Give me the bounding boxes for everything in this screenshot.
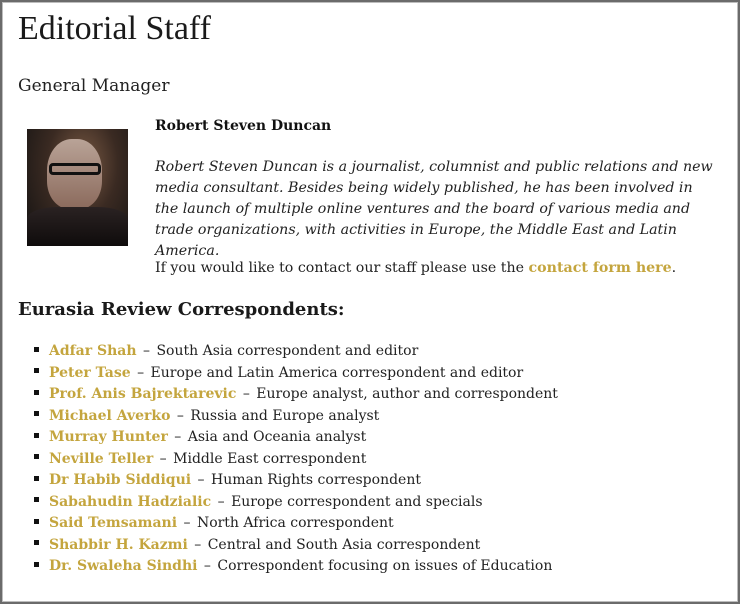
bullet-icon — [34, 540, 39, 545]
correspondent-link[interactable]: Said Temsamani — [49, 515, 178, 531]
correspondent-link[interactable]: Neville Teller — [49, 450, 154, 467]
correspondent-link[interactable]: Murray Hunter — [49, 429, 168, 445]
list-item — [34, 556, 558, 578]
bullet-icon — [34, 497, 39, 502]
correspondent-role: Human Rights correspondent — [210, 472, 421, 488]
correspondent-role: Europe analyst, author and correspondent — [256, 386, 558, 402]
bullet-icon — [34, 454, 39, 459]
separator: – — [174, 429, 182, 445]
correspondent-role: Russia and Europe analyst — [190, 407, 380, 424]
list-item — [34, 449, 558, 471]
separator: – — [137, 364, 145, 381]
separator: – — [194, 536, 202, 553]
list-item — [34, 427, 558, 449]
separator: – — [242, 386, 250, 402]
correspondent-role: North Africa correspondent — [196, 515, 394, 531]
contact-text — [155, 260, 676, 276]
correspondent-role: Middle East correspondent — [173, 450, 367, 467]
separator: – — [203, 558, 211, 574]
bullet-icon — [34, 368, 39, 373]
contact-form-link[interactable]: contact form here — [528, 260, 672, 276]
correspondent-role: Asia and Oceania analyst — [187, 429, 367, 445]
correspondent-link[interactable]: Adfar Shah — [49, 343, 137, 359]
correspondent-link[interactable]: Dr. Swaleha Sindhi — [49, 558, 198, 574]
manager-photo — [27, 129, 128, 246]
bullet-icon — [34, 476, 39, 481]
list-item — [34, 470, 558, 492]
manager-name: Robert Steven Duncan — [155, 118, 332, 134]
list-item — [34, 492, 558, 514]
separator: – — [159, 450, 167, 467]
list-item — [34, 513, 558, 535]
bullet-icon — [34, 347, 39, 352]
correspondent-link[interactable]: Michael Averko — [49, 407, 171, 424]
separator: – — [176, 407, 184, 424]
role-heading: General Manager — [18, 76, 170, 96]
correspondent-role: Europe and Latin America correspondent and editor — [150, 364, 524, 381]
separator: – — [143, 343, 150, 359]
photo-suit — [27, 207, 128, 246]
correspondents-list — [34, 341, 558, 578]
correspondent-link[interactable]: Prof. Anis Bajrektarevic — [49, 386, 237, 402]
separator: – — [183, 515, 191, 531]
bullet-icon — [34, 411, 39, 416]
list-item — [34, 363, 558, 385]
list-item — [34, 535, 558, 557]
bullet-icon — [34, 562, 39, 567]
contact-prefix: If you would like to contact our staff please use the — [155, 260, 525, 276]
correspondent-link[interactable]: Sabahudin Hadzialic — [49, 493, 212, 510]
page-title: Editorial Staff — [18, 10, 211, 47]
bullet-icon — [34, 519, 39, 524]
list-item — [34, 406, 558, 428]
correspondent-role: Europe correspondent and specials — [231, 493, 483, 510]
correspondent-link[interactable]: Peter Tase — [49, 364, 131, 381]
bullet-icon — [34, 433, 39, 438]
separator: – — [217, 493, 225, 510]
manager-bio: Robert Steven Duncan is a journalist, columnist and public relations and new media consultant. Besides being widely published, he has been involved in the launch of multiple online ventures and the board of various media and trade organizations, with activities in Europe, the Middle East and Latin America. — [155, 159, 713, 259]
photo-glasses — [49, 163, 101, 175]
bullet-icon — [34, 390, 39, 395]
list-item — [34, 341, 558, 363]
contact-suffix: . — [671, 260, 677, 276]
correspondent-role: South Asia correspondent and editor — [156, 343, 419, 359]
correspondents-heading: Eurasia Review Correspondents: — [18, 299, 345, 320]
correspondent-role: Central and South Asia correspondent — [207, 536, 481, 553]
list-item — [34, 384, 558, 406]
separator: – — [197, 472, 205, 488]
correspondent-role: Correspondent focusing on issues of Education — [217, 558, 553, 574]
correspondent-link[interactable]: Dr Habib Siddiqui — [49, 472, 192, 488]
correspondent-link[interactable]: Shabbir H. Kazmi — [49, 536, 188, 553]
